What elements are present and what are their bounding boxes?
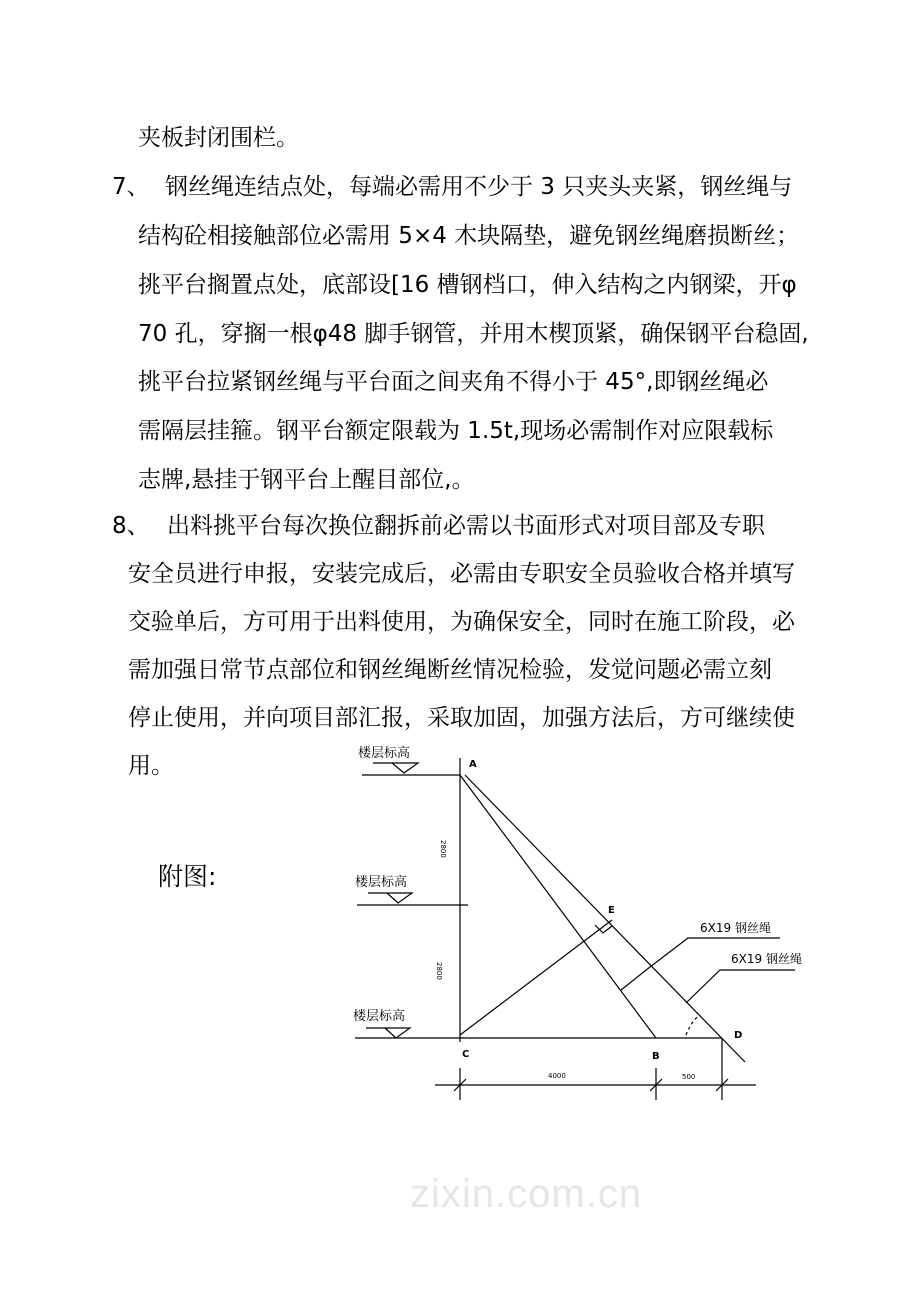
text-line: 交验单后，方可用于出料使用，为确保安全，同时在施工阶段，必 [128, 609, 795, 635]
text-line: 安全员进行申报，安装完成后，必需由专职安全员验收合格并填写 [128, 561, 795, 587]
text-line: 70 孔，穿搁一根φ48 脚手钢管，并用木楔顶紧，确保钢平台稳固, [138, 321, 809, 347]
text-line: 挑平台拉紧钢丝绳与平台面之间夹角不得小于 45°,即钢丝绳必 [138, 369, 769, 395]
text-line: 出料挑平台每次换位翻拆前必需以书面形式对项目部及专职 [167, 513, 765, 539]
text-line: 结构砼相接触部位必需用 5×4 木块隔垫，避免钢丝绳磨损断丝； [138, 223, 800, 249]
item-number: 8、 [112, 513, 150, 539]
text-line: 钢丝绳连结点处，每端必需用不少于 3 只夹头夹紧，钢丝绳与 [165, 174, 793, 200]
floor-label-bottom: 楼层标高 [353, 1009, 406, 1024]
leader-line-2 [686, 970, 795, 1003]
item-number: 7、 [112, 174, 150, 200]
text-line: 需隔层挂箍。钢平台额定限载为 1.5t,现场必需制作对应限载标 [138, 418, 774, 444]
dim-bd-label: 500 [682, 1073, 696, 1081]
dim-height-2: 2800 [435, 962, 443, 980]
point-e-label: E [608, 905, 615, 916]
floor-label-top: 楼层标高 [358, 746, 411, 761]
point-c-label: C [462, 1049, 470, 1060]
text-line: 挑平台搁置点处，底部设[16 槽钢档口，伸入结构之内钢梁，开φ [138, 272, 797, 298]
text-line: 需加强日常节点部位和钢丝绳断丝情况检验，发觉问题必需立刻 [128, 657, 772, 683]
line-ce [460, 920, 612, 1035]
rope-ad [465, 775, 745, 1062]
point-a-label: A [469, 759, 477, 770]
text-line: 停止使用，并向项目部汇报，采取加固，加强方法后，方可继续使 [128, 705, 795, 731]
point-d-label: D [734, 1030, 743, 1041]
dim-cb-label: 4000 [548, 1072, 566, 1080]
dim-height-1: 2800 [439, 840, 447, 858]
text-line: 夹板封闭围栏。 [138, 125, 299, 151]
rope-label-2: 6X19 钢丝绳 [731, 952, 802, 966]
figure-label: 附图: [158, 862, 217, 891]
dimension-lines [435, 1038, 756, 1100]
text-line: 志牌,悬挂于钢平台上醒目部位,。 [138, 467, 475, 493]
text-line: 用。 [128, 753, 174, 779]
rope-label-1: 6X19 钢丝绳 [700, 921, 771, 935]
point-b-label: B [652, 1051, 660, 1062]
watermark: zixin.com.cn [410, 1172, 643, 1216]
floor-label-mid: 楼层标高 [355, 875, 408, 890]
angle-arc [686, 1015, 700, 1035]
floor-level-markers [355, 763, 722, 1038]
rope-ab [460, 775, 656, 1038]
